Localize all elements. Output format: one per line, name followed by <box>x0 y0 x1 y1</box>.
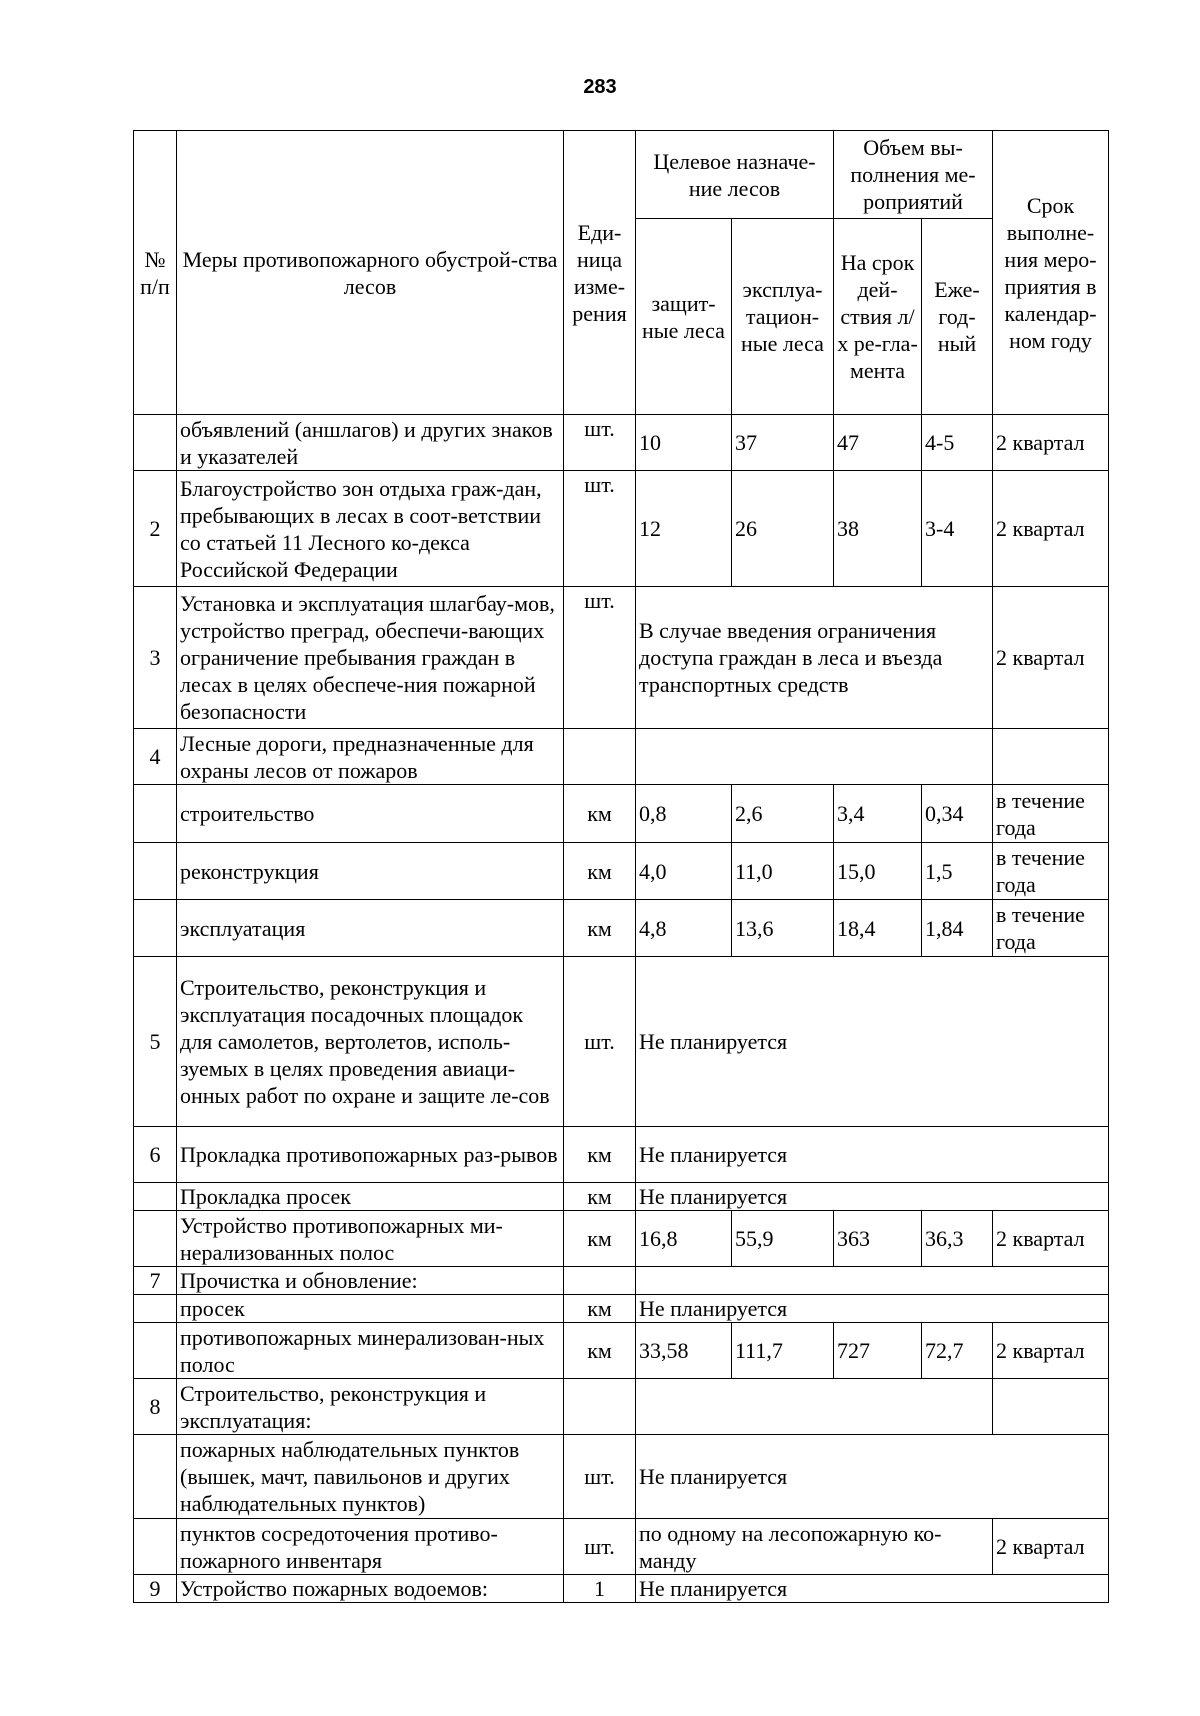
row-name: Прочистка и обновление: <box>177 1267 564 1295</box>
row-unit: км <box>564 785 636 843</box>
row-exploitation: 55,9 <box>732 1211 834 1267</box>
header-num: № п/п <box>134 131 177 415</box>
row-name: Установка и эксплуатация шлагбау-мов, устройство преград, обеспечи-вающих ограничение пребывания граждан в лесах в целях обеспече-ния пожарной безопасности <box>177 587 564 729</box>
row-protective: 12 <box>636 471 732 587</box>
table-row <box>134 1267 1109 1295</box>
row-deadline: в течение года <box>993 900 1109 957</box>
row-term: 18,4 <box>834 900 922 957</box>
row-term: 38 <box>834 471 922 587</box>
table-row <box>134 1435 1109 1519</box>
row-name: пунктов сосредоточения противо-пожарного инвентаря <box>177 1519 564 1575</box>
row-annual: 36,3 <box>922 1211 993 1267</box>
row-protective: 0,8 <box>636 785 732 843</box>
row-num: 8 <box>134 1379 177 1435</box>
row-num: 3 <box>134 587 177 729</box>
row-name: Строительство, реконструкция и эксплуатация: <box>177 1379 564 1435</box>
row-deadline: 2 квартал <box>993 471 1109 587</box>
row-unit: км <box>564 1295 636 1323</box>
row-annual: 1,5 <box>922 843 993 900</box>
row-deadline: в течение года <box>993 785 1109 843</box>
row-exploitation: 2,6 <box>732 785 834 843</box>
table-row <box>134 1323 1109 1379</box>
row-protective: 10 <box>636 415 732 471</box>
row-deadline: 2 квартал <box>993 415 1109 471</box>
row-unit: шт. <box>564 471 636 587</box>
row-unit: км <box>564 1127 636 1183</box>
row-exploitation: 37 <box>732 415 834 471</box>
row-merged: по одному на лесопожарную ко-манду <box>636 1519 993 1575</box>
row-unit: шт. <box>564 957 636 1127</box>
row-annual: 0,34 <box>922 785 993 843</box>
table-row <box>134 729 1109 785</box>
header-volume: Объем вы-полнения ме-роприятий <box>834 131 993 219</box>
row-exploitation: 13,6 <box>732 900 834 957</box>
row-term: 727 <box>834 1323 922 1379</box>
row-name: реконструкция <box>177 843 564 900</box>
table-row <box>134 471 1109 587</box>
page-number: 283 <box>583 76 617 98</box>
table-row <box>134 1519 1109 1575</box>
row-num: 7 <box>134 1267 177 1295</box>
row-num: 4 <box>134 729 177 785</box>
header-deadline: Срок выполне-ния меро-приятия в календар-ном году <box>993 131 1109 415</box>
table-row <box>134 1127 1109 1183</box>
header-exploitation: эксплуа-тацион-ные леса <box>732 219 834 415</box>
table-row <box>134 1379 1109 1435</box>
row-name: Устройство противопожарных ми-нерализованных полос <box>177 1211 564 1267</box>
row-unit: км <box>564 1211 636 1267</box>
row-merged: Не планируется <box>636 1127 1109 1183</box>
row-name: эксплуатация <box>177 900 564 957</box>
table-row <box>134 843 1109 900</box>
row-exploitation: 26 <box>732 471 834 587</box>
table-row <box>134 1183 1109 1211</box>
row-unit: км <box>564 900 636 957</box>
row-deadline: 2 квартал <box>993 1323 1109 1379</box>
row-deadline: 2 квартал <box>993 587 1109 729</box>
table-row <box>134 957 1109 1127</box>
row-name: просек <box>177 1295 564 1323</box>
row-unit: км <box>564 1323 636 1379</box>
row-merged: Не планируется <box>636 957 1109 1127</box>
row-protective: 16,8 <box>636 1211 732 1267</box>
row-annual: 3-4 <box>922 471 993 587</box>
row-name: строительство <box>177 785 564 843</box>
row-unit: шт. <box>564 1435 636 1519</box>
row-unit: км <box>564 1183 636 1211</box>
header-purpose: Целевое назначе-ние лесов <box>636 131 834 219</box>
row-name: объявлений (аншлагов) и других знаков и указателей <box>177 415 564 471</box>
row-deadline: в течение года <box>993 843 1109 900</box>
row-name: Строительство, реконструкция и эксплуатация посадочных площадок для самолетов, вертолетов, исполь-зуемых в целях проведения авиаци-онных работ по охране и защите ле-сов <box>177 957 564 1127</box>
header-term: На срок дей-ствия л/х ре-гла-мента <box>834 219 922 415</box>
row-num: 2 <box>134 471 177 587</box>
table-row <box>134 785 1109 843</box>
row-exploitation: 11,0 <box>732 843 834 900</box>
table-row <box>134 1575 1109 1603</box>
row-term: 47 <box>834 415 922 471</box>
row-num: 9 <box>134 1575 177 1603</box>
row-name: Лесные дороги, предназначенные для охраны лесов от пожаров <box>177 729 564 785</box>
row-unit: км <box>564 843 636 900</box>
row-merged: Не планируется <box>636 1295 1109 1323</box>
row-name: Благоустройство зон отдыха граж-дан, пребывающих в лесах в соот-ветствии со статьей 11 Лесного ко-декса Российской Федерации <box>177 471 564 587</box>
row-name: противопожарных минерализован-ных полос <box>177 1323 564 1379</box>
table-row <box>134 1295 1109 1323</box>
row-unit: шт. <box>564 415 636 471</box>
row-num: 5 <box>134 957 177 1127</box>
row-term: 3,4 <box>834 785 922 843</box>
row-name: Устройство пожарных водоемов: <box>177 1575 564 1603</box>
header-unit: Еди-ница изме-рения <box>564 131 636 415</box>
row-annual: 4-5 <box>922 415 993 471</box>
row-merged: Не планируется <box>636 1183 1109 1211</box>
row-name: пожарных наблюдательных пунктов (вышек, мачт, павильонов и других наблюдательных пунктов) <box>177 1435 564 1519</box>
row-name: Прокладка просек <box>177 1183 564 1211</box>
row-name: Прокладка противопожарных раз-рывов <box>177 1127 564 1183</box>
row-term: 15,0 <box>834 843 922 900</box>
table-row <box>134 415 1109 471</box>
row-annual: 72,7 <box>922 1323 993 1379</box>
table-row <box>134 1211 1109 1267</box>
row-protective: 4,0 <box>636 843 732 900</box>
row-merged: В случае введения ограничения доступа граждан в леса и въезда транспортных средств <box>636 587 993 729</box>
row-num <box>134 415 177 471</box>
row-exploitation: 111,7 <box>732 1323 834 1379</box>
table-row <box>134 587 1109 729</box>
table-row <box>134 900 1109 957</box>
row-unit: шт. <box>564 587 636 729</box>
row-term: 363 <box>834 1211 922 1267</box>
row-protective: 4,8 <box>636 900 732 957</box>
row-deadline: 2 квартал <box>993 1519 1109 1575</box>
row-protective: 33,58 <box>636 1323 732 1379</box>
header-protective: защит-ные леса <box>636 219 732 415</box>
row-unit: 1 <box>564 1575 636 1603</box>
row-num: 6 <box>134 1127 177 1183</box>
row-merged: Не планируется <box>636 1435 1109 1519</box>
fire-safety-measures-table <box>133 130 1109 1603</box>
row-annual: 1,84 <box>922 900 993 957</box>
header-measure: Меры противопожарного обустрой-ства лесов <box>177 131 564 415</box>
row-deadline: 2 квартал <box>993 1211 1109 1267</box>
header-annual: Еже-год-ный <box>922 219 993 415</box>
row-merged: Не планируется <box>636 1575 1109 1603</box>
row-unit: шт. <box>564 1519 636 1575</box>
